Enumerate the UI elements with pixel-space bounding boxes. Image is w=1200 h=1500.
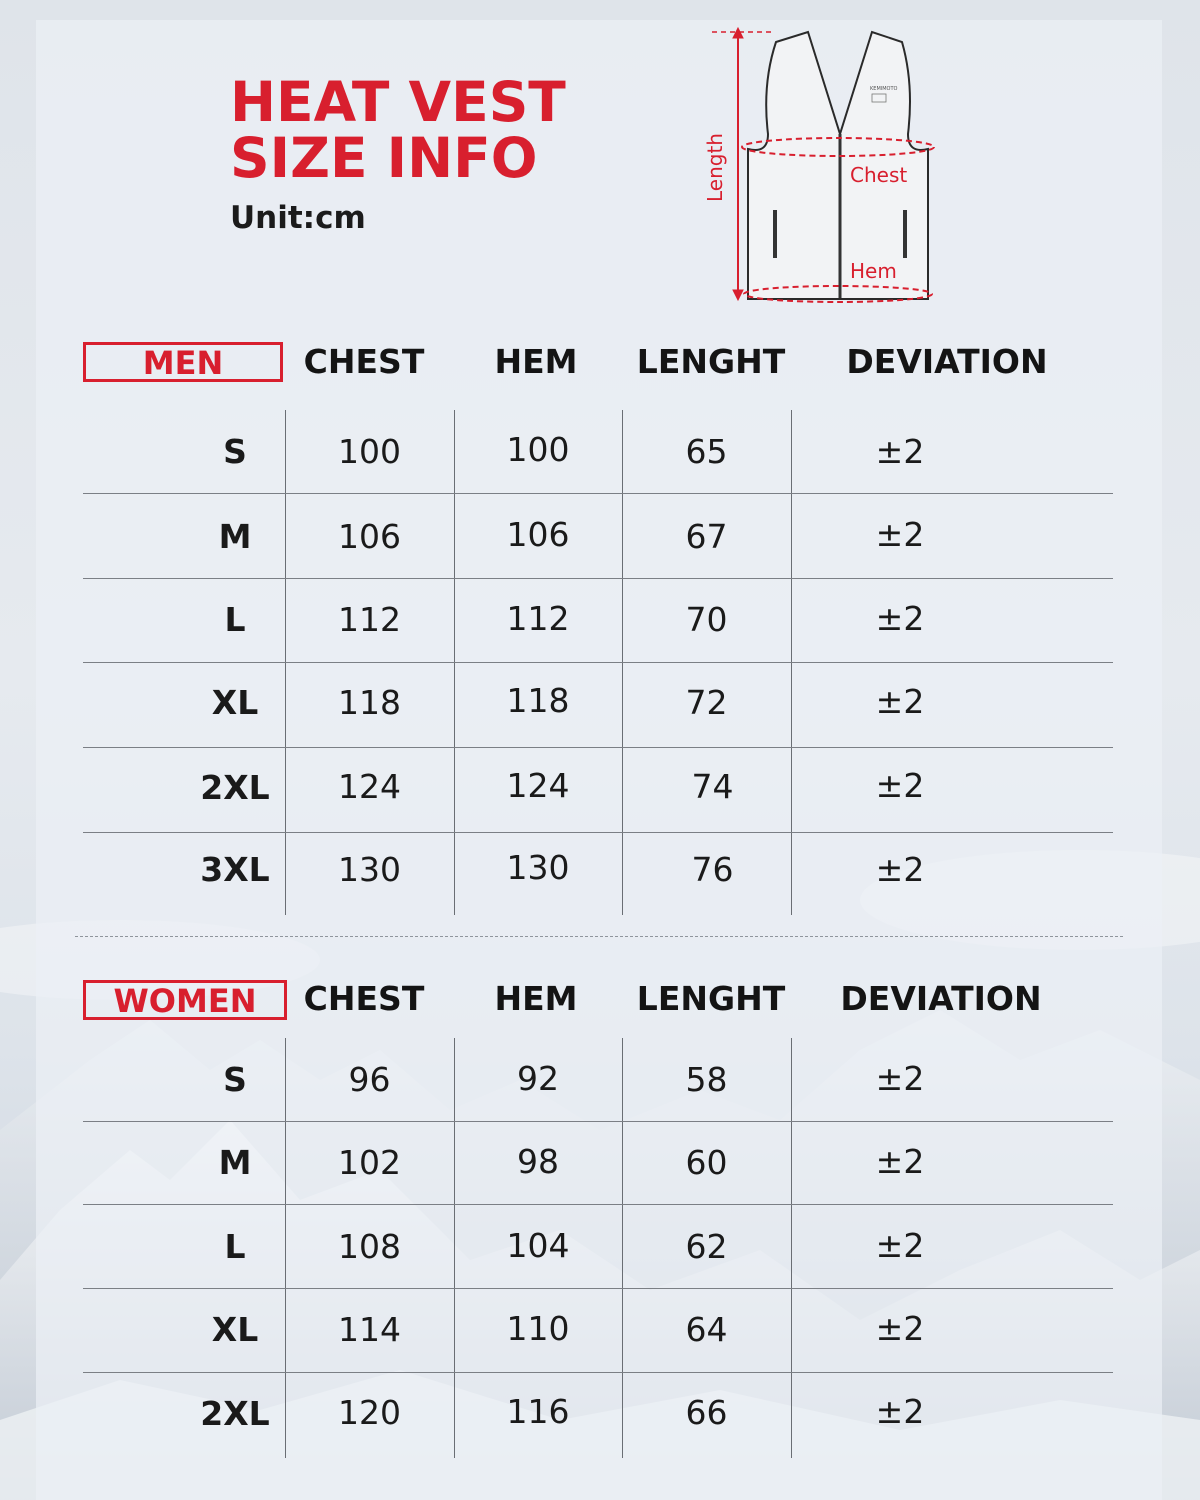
vest-diagram [696,24,946,306]
women-table [83,1038,1113,1458]
deviation-cell: ±2 [875,599,925,638]
hem-cell: 104 [506,1226,570,1265]
size-cell: M [218,517,252,556]
women-label: WOMEN [83,980,287,1020]
row-divider [83,493,1113,494]
chest-cell: 100 [338,432,401,471]
size-cell: 2XL [200,1394,270,1433]
row-divider [83,1372,1113,1373]
length-cell: 70 [685,600,728,639]
chest-cell: 102 [338,1143,401,1182]
women-header-deviation: DEVIATION [840,979,1042,1018]
chest-cell: 118 [338,683,401,722]
deviation-cell: ±2 [875,1309,925,1348]
page-title [230,70,566,190]
deviation-cell: ±2 [875,1392,925,1431]
length-cell: 65 [685,432,728,471]
women-header-chest: CHEST [303,979,425,1018]
title-line-2: SIZE INFO [230,126,538,190]
brand-tag: KEMIMOTO [870,86,898,92]
chest-cell: 108 [338,1227,401,1266]
length-cell: 58 [685,1060,728,1099]
row-divider [83,578,1113,579]
chest-label: Chest [850,163,908,187]
chest-cell: 130 [338,850,401,889]
women-header-length: LENGHT [636,979,786,1018]
men-label: MEN [83,342,283,382]
length-cell: 66 [685,1393,728,1432]
hem-cell: 98 [517,1142,559,1181]
chest-cell: 106 [338,517,401,556]
length-cell: 72 [685,683,728,722]
section-divider [75,936,1123,937]
row-divider [83,1121,1113,1122]
deviation-cell: ±2 [875,850,925,889]
hem-cell: 124 [506,766,570,805]
deviation-cell: ±2 [875,766,925,805]
row-divider [83,832,1113,833]
size-cell: M [218,1143,252,1182]
chest-cell: 114 [338,1310,401,1349]
deviation-cell: ±2 [875,1059,925,1098]
row-divider [83,747,1113,748]
deviation-cell: ±2 [875,515,925,554]
men-header-length: LENGHT [636,342,786,381]
deviation-cell: ±2 [875,1226,925,1265]
size-cell: L [224,600,246,639]
length-cell: 67 [685,517,728,556]
men-table [83,410,1113,915]
column-divider [791,1038,792,1458]
row-divider [83,1204,1113,1205]
length-cell: 62 [685,1227,728,1266]
women-header-hem: HEM [494,979,578,1018]
chest-cell: 112 [338,600,401,639]
chest-cell: 124 [338,767,401,806]
hem-cell: 112 [506,599,570,638]
length-cell: 64 [685,1310,728,1349]
length-cell: 60 [685,1143,728,1182]
hem-cell: 100 [506,430,570,469]
size-cell: 2XL [200,768,270,807]
men-header-deviation: DEVIATION [846,342,1048,381]
row-divider [83,1288,1113,1289]
length-cell: 74 [691,767,734,806]
hem-cell: 118 [506,681,570,720]
row-divider [83,662,1113,663]
hem-label: Hem [850,259,897,283]
unit-label: Unit:cm [230,200,366,236]
men-header-hem: HEM [494,342,578,381]
size-cell: S [223,432,247,471]
hem-cell: 92 [517,1059,559,1098]
size-cell: XL [211,683,259,722]
hem-cell: 116 [506,1392,570,1431]
size-cell: S [223,1060,247,1099]
hem-cell: 110 [506,1309,570,1348]
size-cell: 3XL [200,850,270,889]
chest-cell: 96 [348,1060,391,1099]
deviation-cell: ±2 [875,682,925,721]
length-cell: 76 [691,850,734,889]
title-line-1: HEAT VEST [230,70,566,134]
hem-cell: 130 [506,848,570,887]
length-label: Length [703,133,727,202]
deviation-cell: ±2 [875,1142,925,1181]
deviation-cell: ±2 [875,432,925,471]
hem-cell: 106 [506,515,570,554]
size-cell: L [224,1227,246,1266]
men-header-chest: CHEST [303,342,425,381]
chest-cell: 120 [338,1393,401,1432]
size-cell: XL [211,1310,259,1349]
